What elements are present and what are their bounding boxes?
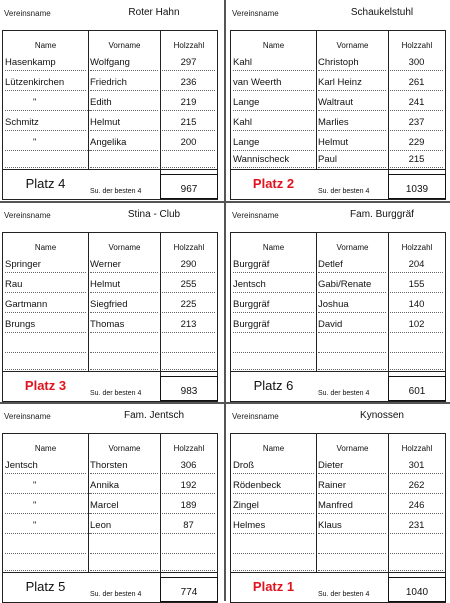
player-name: Jentsch	[5, 459, 86, 474]
player-name: "	[5, 499, 114, 514]
table-row	[231, 351, 445, 372]
panel-header	[2, 407, 218, 427]
table-row	[3, 112, 217, 133]
table-row	[231, 495, 445, 516]
player-holzzahl: 231	[390, 519, 443, 534]
player-holzzahl: 200	[162, 136, 215, 151]
vereinsname-label: Vereinsname	[4, 412, 51, 421]
player-name	[233, 355, 314, 370]
table-row	[231, 149, 445, 170]
score-table	[230, 30, 446, 200]
table-row	[3, 72, 217, 93]
player-holzzahl: 155	[390, 278, 443, 293]
sum-value: 967	[180, 184, 198, 195]
name-header: Name	[262, 444, 285, 453]
player-name: Burggräf	[233, 298, 314, 313]
player-holzzahl	[390, 556, 443, 571]
placement-label: Platz 2	[252, 176, 295, 191]
player-holzzahl: 225	[162, 298, 215, 313]
player-vorname	[90, 153, 158, 168]
footer-line	[3, 371, 217, 372]
table-row	[3, 351, 217, 372]
club-panel	[230, 202, 450, 402]
club-name: Fam. Burggräf	[350, 209, 414, 220]
player-name: Lützenkirchen	[5, 76, 86, 91]
player-holzzahl: 301	[390, 459, 443, 474]
player-vorname: Joshua	[318, 298, 386, 313]
table-row	[231, 475, 445, 496]
vereinsname-label: Vereinsname	[232, 412, 279, 421]
table-row	[231, 72, 445, 93]
club-name: Kynossen	[360, 410, 404, 421]
player-vorname: Detlef	[318, 258, 386, 273]
player-vorname: Helmut	[90, 116, 158, 131]
player-name: "	[5, 519, 114, 534]
sum-box	[388, 577, 446, 602]
table-row	[3, 314, 217, 335]
holzzahl-header: Holzzahl	[401, 41, 433, 50]
vereinsname-label: Vereinsname	[232, 9, 279, 18]
player-holzzahl	[390, 355, 443, 370]
vorname-header: Vorname	[108, 41, 141, 50]
player-vorname: Christoph	[318, 56, 386, 71]
player-vorname: Edith	[90, 96, 158, 111]
player-vorname	[318, 355, 386, 370]
table-row	[231, 254, 445, 275]
sum-box	[388, 376, 446, 401]
placement-label: Platz 6	[253, 378, 294, 393]
holzzahl-header: Holzzahl	[173, 444, 205, 453]
panel-header	[2, 4, 218, 24]
player-vorname: Helmut	[90, 278, 158, 293]
club-name: Schaukelstuhl	[350, 7, 414, 18]
player-holzzahl: 189	[162, 499, 215, 514]
player-holzzahl: 236	[162, 76, 215, 91]
table-row	[3, 294, 217, 315]
vorname-header: Vorname	[108, 444, 141, 453]
table-row	[3, 254, 217, 275]
table-row	[231, 52, 445, 73]
table-row	[3, 515, 217, 536]
holzzahl-header: Holzzahl	[173, 41, 205, 50]
player-name: Brungs	[5, 318, 86, 333]
club-name: Roter Hahn	[128, 7, 180, 18]
player-name: Lange	[233, 136, 314, 151]
player-name: "	[5, 136, 114, 151]
table-row	[3, 455, 217, 476]
vereinsname-label: Vereinsname	[4, 9, 51, 18]
table-row	[3, 475, 217, 496]
player-holzzahl: 215	[390, 153, 443, 168]
panel-header	[230, 4, 446, 24]
sum-value: 601	[408, 386, 426, 397]
player-name: van Weerth	[233, 76, 314, 91]
player-vorname: Waltraut	[318, 96, 386, 111]
player-name: "	[5, 479, 114, 494]
player-vorname	[90, 355, 158, 370]
player-name: Lange	[233, 96, 314, 111]
player-holzzahl: 262	[390, 479, 443, 494]
sum-label: Su. der besten 4	[318, 390, 370, 397]
player-name	[5, 355, 86, 370]
panel-header	[2, 206, 218, 226]
vorname-header: Vorname	[336, 444, 369, 453]
score-table	[230, 433, 446, 603]
vereinsname-label: Vereinsname	[232, 211, 279, 220]
player-vorname: Helmut	[318, 136, 386, 151]
player-name: Jentsch	[233, 278, 314, 293]
sum-box	[160, 174, 218, 199]
column-divider	[224, 0, 226, 601]
player-name: Zingel	[233, 499, 314, 514]
player-holzzahl: 102	[390, 318, 443, 333]
table-row	[231, 274, 445, 295]
player-name: "	[5, 96, 114, 111]
player-vorname: David	[318, 318, 386, 333]
table-row	[3, 495, 217, 516]
table-row	[231, 294, 445, 315]
player-vorname: Friedrich	[90, 76, 158, 91]
player-holzzahl: 204	[390, 258, 443, 273]
player-vorname: Thorsten	[90, 459, 158, 474]
table-row	[231, 112, 445, 133]
player-vorname	[318, 556, 386, 571]
player-holzzahl: 255	[162, 278, 215, 293]
placement-label: Platz 1	[252, 579, 295, 594]
sum-box	[160, 376, 218, 401]
club-panel	[2, 202, 222, 402]
player-holzzahl: 192	[162, 479, 215, 494]
score-table	[2, 433, 218, 603]
table-row	[231, 92, 445, 113]
club-name: Fam. Jentsch	[123, 410, 185, 421]
footer-line	[231, 169, 445, 170]
player-vorname: Rainer	[318, 479, 386, 494]
player-holzzahl: 219	[162, 96, 215, 111]
footer-line	[231, 572, 445, 573]
score-table	[2, 30, 218, 200]
player-name: Burggräf	[233, 258, 314, 273]
footer-line	[231, 371, 445, 372]
club-panel	[230, 403, 450, 603]
table-row	[231, 455, 445, 476]
footer-line	[3, 572, 217, 573]
name-header: Name	[262, 243, 285, 252]
player-holzzahl: 140	[390, 298, 443, 313]
sum-box	[388, 174, 446, 199]
player-holzzahl: 87	[162, 519, 215, 534]
sum-label: Su. der besten 4	[90, 390, 142, 397]
player-holzzahl: 300	[390, 56, 443, 71]
player-vorname	[90, 556, 158, 571]
player-holzzahl: 213	[162, 318, 215, 333]
table-row	[3, 552, 217, 573]
score-table	[230, 232, 446, 402]
table-row	[231, 552, 445, 573]
player-name: Schmitz	[5, 116, 86, 131]
player-holzzahl: 306	[162, 459, 215, 474]
table-row	[231, 515, 445, 536]
sum-label: Su. der besten 4	[90, 591, 142, 598]
player-holzzahl: 290	[162, 258, 215, 273]
sum-label: Su. der besten 4	[318, 591, 370, 598]
player-vorname: Gabi/Renate	[318, 278, 386, 293]
name-header: Name	[34, 41, 57, 50]
table-row	[3, 92, 217, 113]
sum-label: Su. der besten 4	[90, 188, 142, 195]
footer-line	[3, 169, 217, 170]
table-row	[3, 52, 217, 73]
score-table	[2, 232, 218, 402]
player-vorname: Leon	[90, 519, 158, 534]
club-panel	[2, 0, 222, 200]
player-vorname: Klaus	[318, 519, 386, 534]
player-name: Rödenbeck	[233, 479, 314, 494]
player-holzzahl: 246	[390, 499, 443, 514]
player-name: Springer	[5, 258, 86, 273]
placement-label: Platz 3	[24, 378, 67, 393]
player-vorname: Werner	[90, 258, 158, 273]
table-row	[3, 274, 217, 295]
player-holzzahl	[162, 355, 215, 370]
player-vorname: Thomas	[90, 318, 158, 333]
player-holzzahl: 229	[390, 136, 443, 151]
player-vorname: Dieter	[318, 459, 386, 474]
player-vorname: Manfred	[318, 499, 386, 514]
player-name	[5, 556, 86, 571]
sum-value: 983	[180, 386, 198, 397]
player-holzzahl: 297	[162, 56, 215, 71]
vorname-header: Vorname	[108, 243, 141, 252]
sum-value: 1039	[405, 184, 429, 195]
player-vorname: Annika	[90, 479, 158, 494]
player-vorname: Angelika	[90, 136, 158, 151]
player-name: Wannischeck	[233, 153, 314, 168]
sum-value: 1040	[405, 587, 429, 598]
club-panel	[2, 403, 222, 603]
sum-label: Su. der besten 4	[318, 188, 370, 195]
player-name: Burggräf	[233, 318, 314, 333]
table-row	[231, 314, 445, 335]
table-row	[3, 149, 217, 170]
player-holzzahl: 237	[390, 116, 443, 131]
player-holzzahl: 215	[162, 116, 215, 131]
holzzahl-header: Holzzahl	[401, 444, 433, 453]
player-vorname: Karl Heinz	[318, 76, 386, 91]
name-header: Name	[34, 444, 57, 453]
player-name: Helmes	[233, 519, 314, 534]
name-header: Name	[34, 243, 57, 252]
player-name: Hasenkamp	[5, 56, 86, 71]
player-holzzahl: 241	[390, 96, 443, 111]
player-vorname: Marlies	[318, 116, 386, 131]
panel-header	[230, 407, 446, 427]
club-name: Stina - Club	[127, 209, 181, 220]
holzzahl-header: Holzzahl	[173, 243, 205, 252]
player-vorname: Siegfried	[90, 298, 158, 313]
player-vorname: Marcel	[90, 499, 158, 514]
vorname-header: Vorname	[336, 243, 369, 252]
player-name: Kahl	[233, 116, 314, 131]
player-name: Droß	[233, 459, 314, 474]
player-holzzahl	[162, 153, 215, 168]
sum-box	[160, 577, 218, 602]
vereinsname-label: Vereinsname	[4, 211, 51, 220]
player-name: Kahl	[233, 56, 314, 71]
sum-value: 774	[180, 587, 198, 598]
player-vorname: Wolfgang	[90, 56, 158, 71]
name-header: Name	[262, 41, 285, 50]
placement-label: Platz 4	[25, 176, 66, 191]
player-name	[233, 556, 314, 571]
player-holzzahl	[162, 556, 215, 571]
player-holzzahl: 261	[390, 76, 443, 91]
player-name: Rau	[5, 278, 86, 293]
club-panel	[230, 0, 450, 200]
panel-header	[230, 206, 446, 226]
placement-label: Platz 5	[25, 579, 66, 594]
player-name	[5, 153, 86, 168]
player-name: Gartmann	[5, 298, 86, 313]
holzzahl-header: Holzzahl	[401, 243, 433, 252]
player-vorname: Paul	[318, 153, 386, 168]
vorname-header: Vorname	[336, 41, 369, 50]
